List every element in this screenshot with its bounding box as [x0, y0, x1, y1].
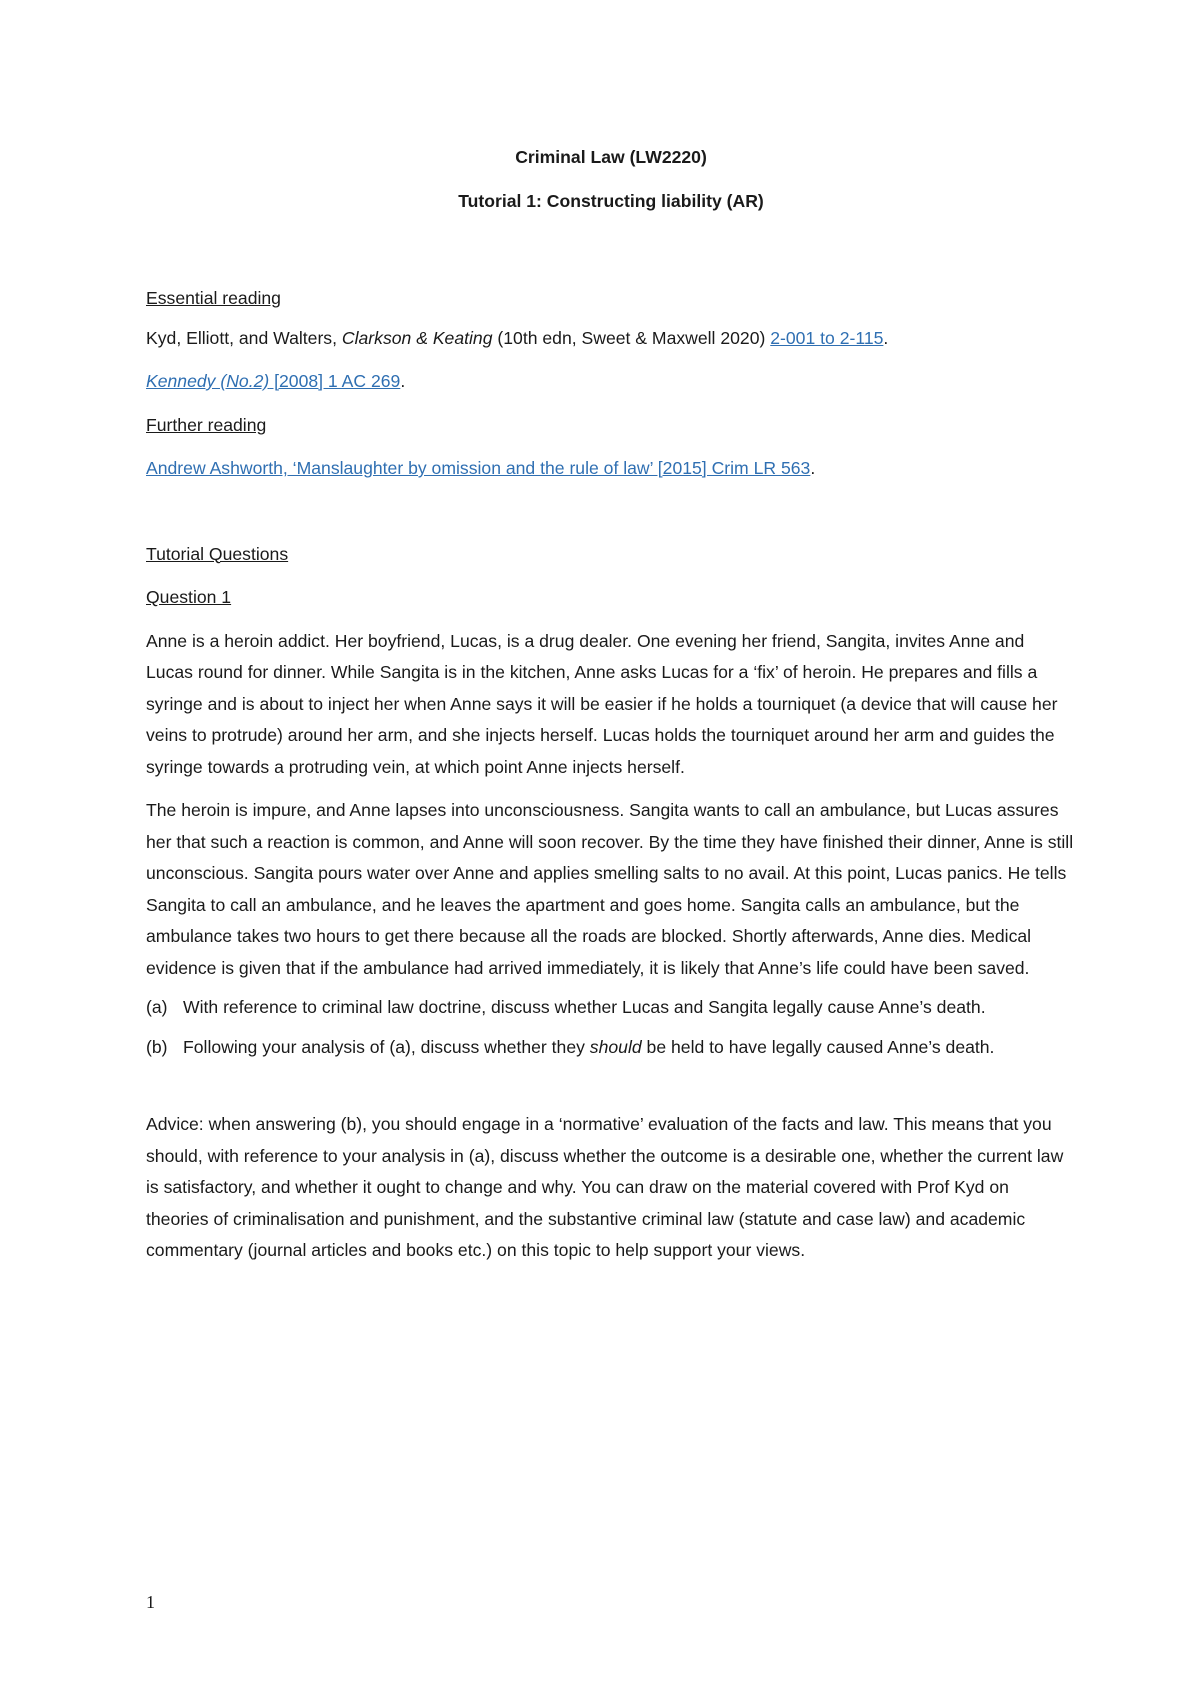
reading-book-title: Clarkson & Keating	[341, 327, 493, 348]
tutorial-questions-heading: Tutorial Questions	[146, 543, 289, 564]
document-title: Criminal Law (LW2220)	[515, 147, 707, 167]
part-a-text: With reference to criminal law doctrine, discuss whether Lucas and Sangita legally cause Anne’s death.	[183, 997, 986, 1017]
question-1-paragraph-2: The heroin is impure, and Anne lapses into unconsciousness. Sangita wants to call an ambulance, but Lucas assures her that such a reaction is common, and Anne will soon recover. By the time they have finished their dinner, Anne is still unconscious. Sangita pours water over Anne and applies smelling salts to no avail. At this point, Lucas panics. He tells Sangita to call an ambulance, and he leaves the apartment and goes home. Sangita calls an ambulance, but the ambulance takes two hours to get there because all the roads are blocked. Shortly afterwards, Anne dies. Medical evidence is given that if the ambulance had arrived immediately, it is likely that Anne’s life could have been saved.	[146, 800, 1074, 978]
case-suffix: .	[400, 371, 406, 391]
part-a-marker: (a)	[146, 997, 168, 1017]
further-reading-item-1	[146, 453, 1076, 485]
reading-suffix: .	[883, 327, 889, 348]
part-b-text-before: Following your analysis of (a), discuss whether they	[183, 1036, 590, 1057]
document-subtitle: Tutorial 1: Constructing liability (AR)	[458, 190, 764, 211]
reading-edition: (10th edn, Sweet & Maxwell 2020)	[492, 327, 771, 348]
reading-pages-link[interactable]: 2-001 to 2-115	[770, 327, 884, 348]
question-1-paragraph-1: Anne is a heroin addict. Her boyfriend, Lucas, is a drug dealer. One evening her friend, Sangita, invites Anne and Lucas round for dinner. While Sangita is in the kitchen, Anne asks Lucas for a ‘fix’ of heroin. He prepares and fills a syringe and is about to inject her when Anne says it will be easier if he holds a tourniquet (a device that will cause her veins to protrude) around her arm, and she injects herself. Lucas holds the tourniquet around her arm and guides the syringe towards a protruding vein, at which point Anne injects herself.	[146, 630, 1058, 777]
document-body	[146, 142, 1076, 1267]
case-citation: [2008] 1 AC 269	[269, 371, 401, 391]
question-1-heading: Question 1	[146, 587, 232, 607]
part-b-text-after: be held to have legally caused Anne’s death.	[641, 1036, 995, 1057]
question-part-a	[146, 992, 1076, 1024]
advice-paragraph: Advice: when answering (b), you should engage in a ‘normative’ evaluation of the facts and law. This means that you should, with reference to your analysis in (a), discuss whether the outcome is a desirable one, whether the current law is satisfactory, and whether it ought to change and why. You can draw on the material covered with Prof Kyd on theories of criminalisation and punishment, and the substantive criminal law (statute and case law) and academic commentary (journal articles and books etc.) on this topic to help support your views.	[146, 1114, 1064, 1260]
question-part-b	[146, 1032, 1076, 1064]
essential-reading-heading: Essential reading	[146, 288, 281, 308]
further-reading-heading: Further reading	[146, 414, 267, 435]
case-link[interactable]	[146, 371, 400, 391]
case-name: Kennedy (No.2)	[146, 371, 270, 391]
essential-reading-item-2	[146, 366, 1076, 398]
article-link[interactable]: Andrew Ashworth, ‘Manslaughter by omission and the rule of law’ [2015] Crim LR 563	[146, 458, 811, 478]
part-b-marker: (b)	[146, 1036, 168, 1057]
part-b-emphasis: should	[589, 1036, 642, 1057]
essential-reading-item-1	[146, 323, 1076, 355]
reading-authors: Kyd, Elliott, and Walters,	[146, 327, 342, 348]
page-number: 1	[146, 1592, 155, 1612]
article-suffix: .	[810, 458, 816, 478]
